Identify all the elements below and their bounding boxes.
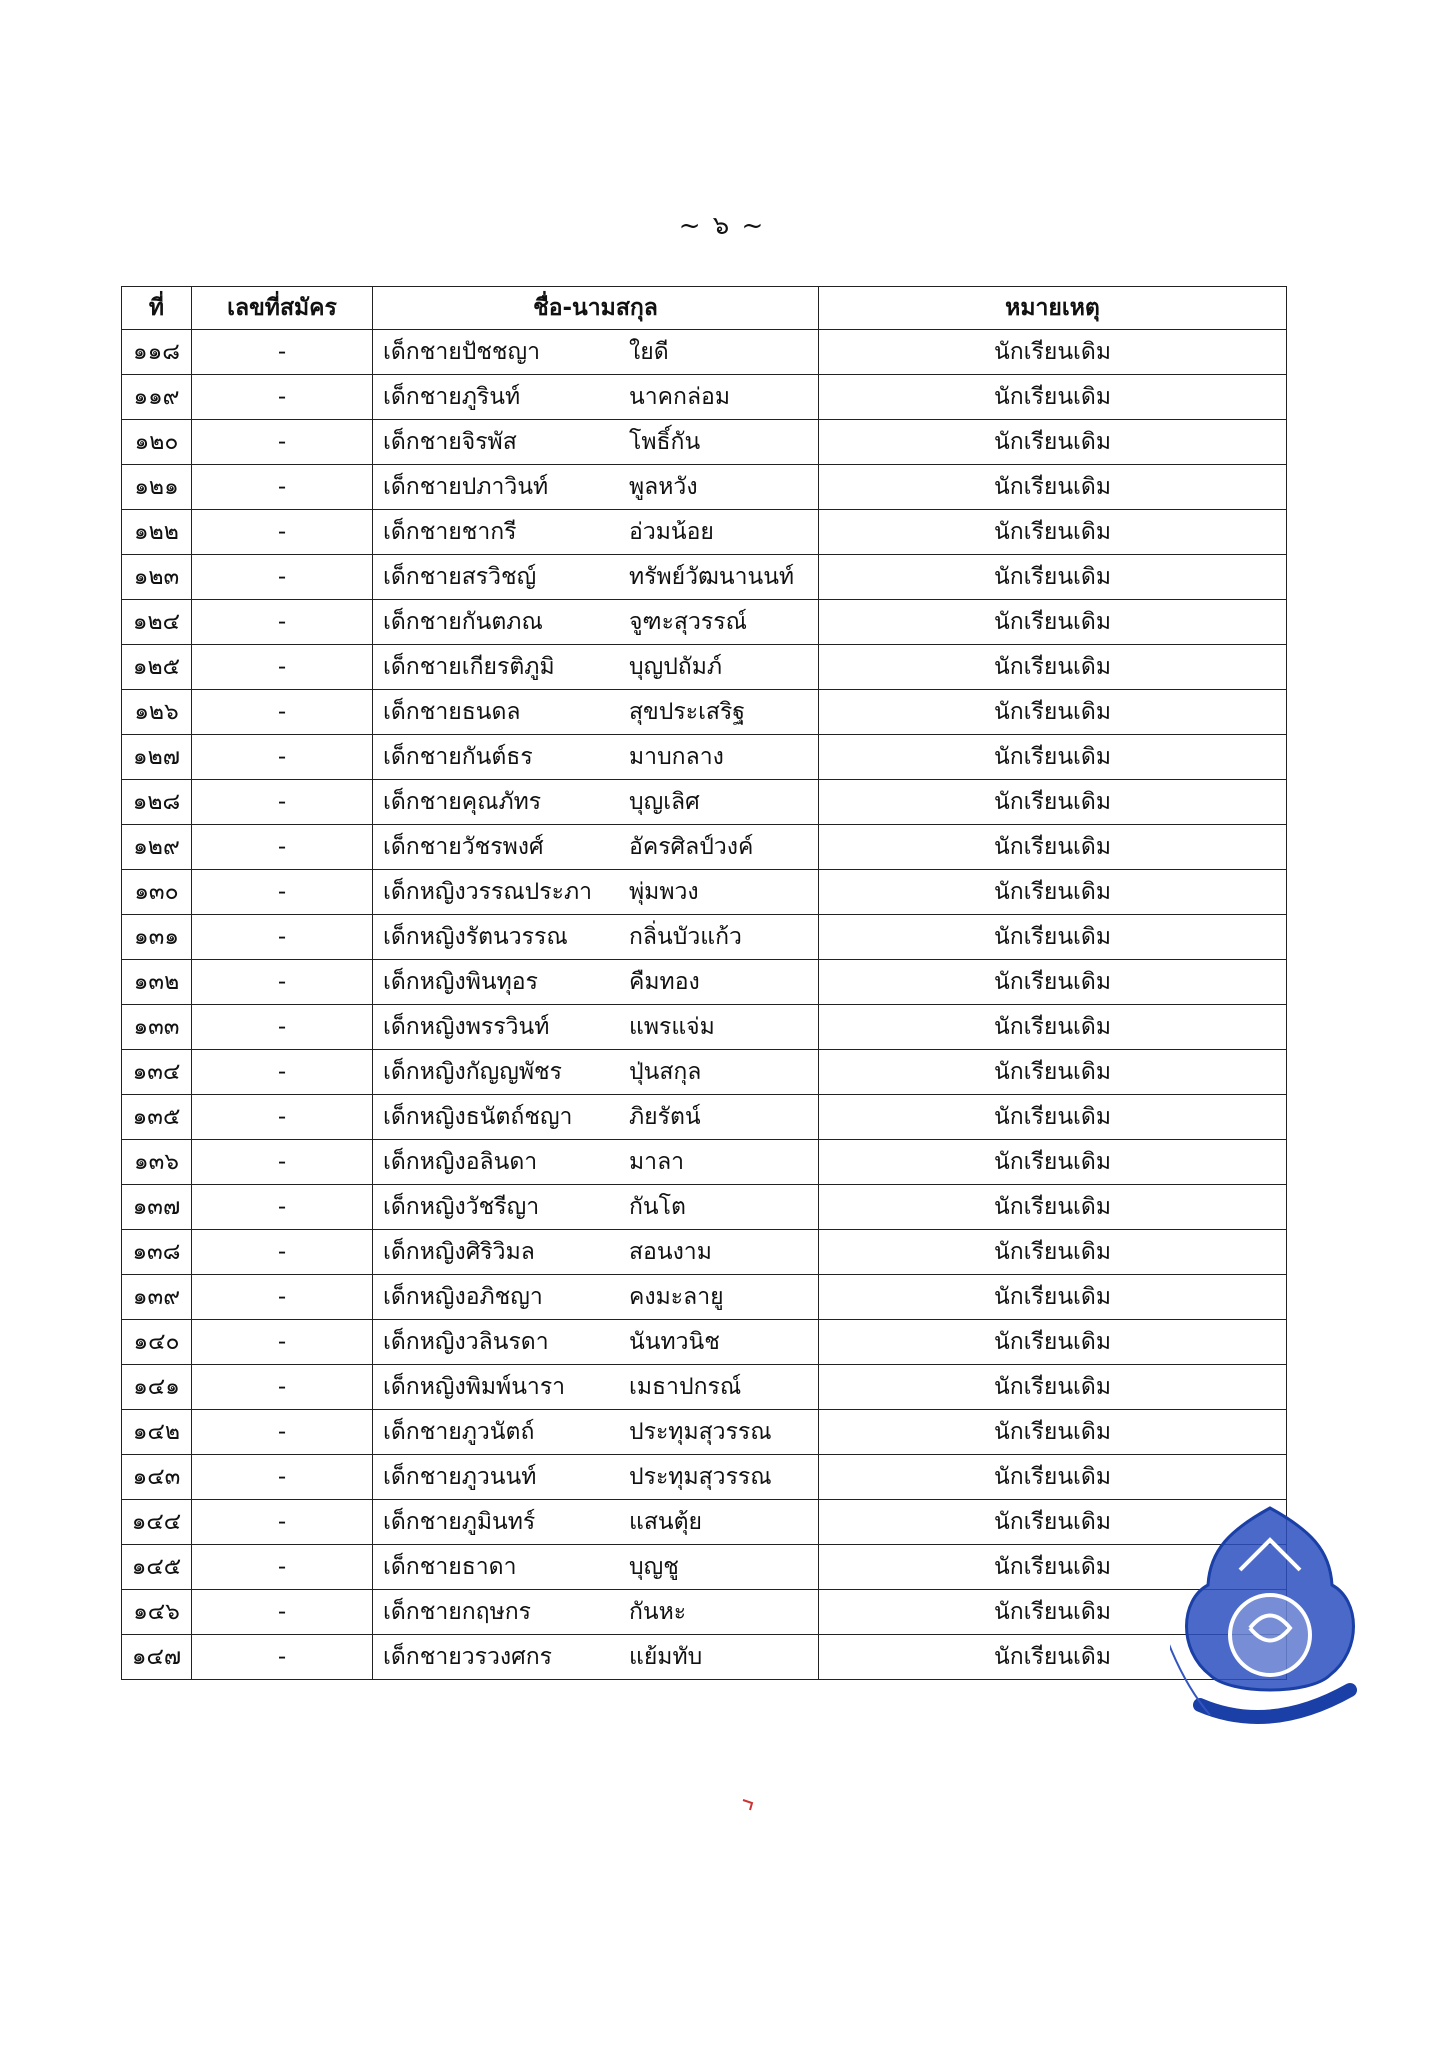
cell-no: ๑๑๘ bbox=[122, 330, 192, 375]
first-name: เด็กหญิงอลินดา bbox=[383, 1149, 538, 1175]
cell-remark: นักเรียนเดิม bbox=[819, 375, 1287, 420]
table-row bbox=[122, 1005, 1287, 1050]
cell-remark: นักเรียนเดิม bbox=[819, 555, 1287, 600]
first-name: เด็กชายธาดา bbox=[383, 1554, 517, 1580]
table-row bbox=[122, 780, 1287, 825]
cell-name bbox=[373, 420, 819, 465]
table-row bbox=[122, 870, 1287, 915]
cell-name bbox=[373, 600, 819, 645]
cell-name bbox=[373, 1410, 819, 1455]
cell-remark: นักเรียนเดิม bbox=[819, 1095, 1287, 1140]
table-row bbox=[122, 1545, 1287, 1590]
last-name: คืมทอง bbox=[629, 969, 700, 995]
first-name: เด็กชายกฤษกร bbox=[383, 1599, 532, 1625]
student-roster-table bbox=[121, 286, 1287, 1680]
table-row bbox=[122, 915, 1287, 960]
cell-no: ๑๔๗ bbox=[122, 1635, 192, 1680]
table-row bbox=[122, 1500, 1287, 1545]
cell-remark: นักเรียนเดิม bbox=[819, 420, 1287, 465]
last-name: สอนงาม bbox=[629, 1239, 712, 1265]
first-name: เด็กหญิงพินทุอร bbox=[383, 969, 538, 995]
cell-no: ๑๒๗ bbox=[122, 735, 192, 780]
cell-application-no: - bbox=[192, 420, 373, 465]
cell-application-no: - bbox=[192, 870, 373, 915]
cell-remark: นักเรียนเดิม bbox=[819, 870, 1287, 915]
first-name: เด็กชายกันตภณ bbox=[383, 609, 543, 635]
cell-remark: นักเรียนเดิม bbox=[819, 1320, 1287, 1365]
cell-application-no: - bbox=[192, 645, 373, 690]
cell-remark: นักเรียนเดิม bbox=[819, 1410, 1287, 1455]
last-name: ทรัพย์วัฒนานนท์ bbox=[629, 564, 795, 590]
table-row bbox=[122, 1230, 1287, 1275]
table-row bbox=[122, 1050, 1287, 1095]
cell-remark: นักเรียนเดิม bbox=[819, 330, 1287, 375]
cell-no: ๑๔๓ bbox=[122, 1455, 192, 1500]
last-name: ใยดี bbox=[629, 339, 669, 365]
table-row bbox=[122, 735, 1287, 780]
first-name: เด็กหญิงพิมพ์นารา bbox=[383, 1374, 566, 1400]
cell-application-no: - bbox=[192, 1050, 373, 1095]
cell-remark: นักเรียนเดิม bbox=[819, 1455, 1287, 1500]
table-header-row bbox=[122, 287, 1287, 330]
first-name: เด็กชายเกียรติภูมิ bbox=[383, 654, 555, 680]
header-no: ที่ bbox=[122, 287, 192, 330]
first-name: เด็กชายวรวงศกร bbox=[383, 1644, 553, 1670]
first-name: เด็กชายปัชชญา bbox=[383, 339, 541, 365]
cell-no: ๑๔๑ bbox=[122, 1365, 192, 1410]
table-row bbox=[122, 600, 1287, 645]
cell-application-no: - bbox=[192, 1455, 373, 1500]
last-name: บุญปถัมภ์ bbox=[629, 654, 723, 680]
cell-remark: นักเรียนเดิม bbox=[819, 1500, 1287, 1545]
cell-no: ๑๑๙ bbox=[122, 375, 192, 420]
cell-no: ๑๒๐ bbox=[122, 420, 192, 465]
last-name: ภิยรัตน์ bbox=[629, 1104, 701, 1130]
last-name: คงมะลายู bbox=[629, 1284, 724, 1310]
table-row bbox=[122, 555, 1287, 600]
cell-name bbox=[373, 555, 819, 600]
table-row bbox=[122, 1455, 1287, 1500]
last-name: บุญชู bbox=[629, 1554, 679, 1580]
cell-no: ๑๓๑ bbox=[122, 915, 192, 960]
last-name: แพรแจ่ม bbox=[629, 1014, 715, 1040]
table-row bbox=[122, 1140, 1287, 1185]
cell-name bbox=[373, 1140, 819, 1185]
cell-no: ๑๓๙ bbox=[122, 1275, 192, 1320]
cell-name bbox=[373, 1095, 819, 1140]
cell-name bbox=[373, 1635, 819, 1680]
cell-no: ๑๒๖ bbox=[122, 690, 192, 735]
table-row bbox=[122, 420, 1287, 465]
table-row bbox=[122, 690, 1287, 735]
cell-no: ๑๒๑ bbox=[122, 465, 192, 510]
first-name: เด็กชายชากรี bbox=[383, 519, 517, 545]
last-name: แย้มทับ bbox=[629, 1644, 703, 1670]
cell-name bbox=[373, 1320, 819, 1365]
last-name: เมธาปกรณ์ bbox=[629, 1374, 742, 1400]
cell-name bbox=[373, 375, 819, 420]
table-row bbox=[122, 1275, 1287, 1320]
first-name: เด็กชายวัชรพงศ์ bbox=[383, 834, 544, 860]
cell-name bbox=[373, 465, 819, 510]
cell-name bbox=[373, 690, 819, 735]
cell-name bbox=[373, 1230, 819, 1275]
cell-remark: นักเรียนเดิม bbox=[819, 600, 1287, 645]
table-row bbox=[122, 330, 1287, 375]
cell-application-no: - bbox=[192, 375, 373, 420]
last-name: มาบกลาง bbox=[629, 744, 724, 770]
school-seal-icon bbox=[1170, 1500, 1370, 1730]
last-name: อัครศิลป์วงค์ bbox=[629, 834, 754, 860]
last-name: แสนตุ้ย bbox=[629, 1509, 702, 1535]
cell-no: ๑๓๕ bbox=[122, 1095, 192, 1140]
cell-no: ๑๒๓ bbox=[122, 555, 192, 600]
cell-remark: นักเรียนเดิม bbox=[819, 1050, 1287, 1095]
last-name: ปุ่นสกุล bbox=[629, 1059, 702, 1085]
cell-no: ๑๓๘ bbox=[122, 1230, 192, 1275]
first-name: เด็กชายภูวนนท์ bbox=[383, 1464, 537, 1490]
cell-no: ๑๒๘ bbox=[122, 780, 192, 825]
first-name: เด็กชายจิรพัส bbox=[383, 429, 517, 455]
first-name: เด็กชายภูวนัตถ์ bbox=[383, 1419, 535, 1445]
cell-application-no: - bbox=[192, 510, 373, 555]
cell-name bbox=[373, 1365, 819, 1410]
first-name: เด็กหญิงศิริวิมล bbox=[383, 1239, 535, 1265]
cell-application-no: - bbox=[192, 825, 373, 870]
cell-application-no: - bbox=[192, 1005, 373, 1050]
cell-no: ๑๓๓ bbox=[122, 1005, 192, 1050]
last-name: นาคกล่อม bbox=[629, 384, 731, 410]
cell-no: ๑๔๒ bbox=[122, 1410, 192, 1455]
last-name: กลิ่นบัวแก้ว bbox=[629, 924, 742, 950]
last-name: ประทุมสุวรรณ bbox=[629, 1419, 772, 1445]
table-row bbox=[122, 1590, 1287, 1635]
cell-name bbox=[373, 1185, 819, 1230]
cell-name bbox=[373, 870, 819, 915]
cell-no: ๑๒๒ bbox=[122, 510, 192, 555]
first-name: เด็กหญิงวัชรีญา bbox=[383, 1194, 540, 1220]
cell-remark: นักเรียนเดิม bbox=[819, 690, 1287, 735]
header-application-no: เลขที่สมัคร bbox=[192, 287, 373, 330]
cell-application-no: - bbox=[192, 1230, 373, 1275]
last-name: พูลหวัง bbox=[629, 474, 698, 500]
cell-name bbox=[373, 1500, 819, 1545]
cell-remark: นักเรียนเดิม bbox=[819, 1365, 1287, 1410]
first-name: เด็กชายภูรินท์ bbox=[383, 384, 521, 410]
page-number: ~ ๖ ~ bbox=[678, 211, 766, 241]
cell-name bbox=[373, 1275, 819, 1320]
table-row bbox=[122, 1095, 1287, 1140]
cell-application-no: - bbox=[192, 1275, 373, 1320]
first-name: เด็กชายธนดล bbox=[383, 699, 521, 725]
cell-application-no: - bbox=[192, 1500, 373, 1545]
cell-application-no: - bbox=[192, 555, 373, 600]
cell-remark: นักเรียนเดิม bbox=[819, 1545, 1287, 1590]
cell-name bbox=[373, 780, 819, 825]
cell-remark: นักเรียนเดิม bbox=[819, 510, 1287, 555]
first-name: เด็กหญิงธนัตถ์ชญา bbox=[383, 1104, 573, 1130]
cell-application-no: - bbox=[192, 1140, 373, 1185]
table-row bbox=[122, 510, 1287, 555]
cell-no: ๑๔๕ bbox=[122, 1545, 192, 1590]
header-name: ชื่อ-นามสกุล bbox=[373, 287, 819, 330]
cell-application-no: - bbox=[192, 1320, 373, 1365]
cell-name bbox=[373, 735, 819, 780]
pen-mark-icon bbox=[740, 1794, 760, 1814]
cell-name bbox=[373, 1590, 819, 1635]
cell-remark: นักเรียนเดิม bbox=[819, 645, 1287, 690]
last-name: อ่วมน้อย bbox=[629, 519, 714, 545]
first-name: เด็กหญิงพรรวินท์ bbox=[383, 1014, 550, 1040]
table-row bbox=[122, 825, 1287, 870]
table-row bbox=[122, 375, 1287, 420]
first-name: เด็กชายสรวิชญ์ bbox=[383, 564, 537, 590]
cell-name bbox=[373, 330, 819, 375]
cell-application-no: - bbox=[192, 1545, 373, 1590]
cell-remark: นักเรียนเดิม bbox=[819, 1275, 1287, 1320]
cell-application-no: - bbox=[192, 960, 373, 1005]
cell-no: ๑๒๔ bbox=[122, 600, 192, 645]
cell-name bbox=[373, 825, 819, 870]
cell-application-no: - bbox=[192, 735, 373, 780]
last-name: ประทุมสุวรรณ bbox=[629, 1464, 772, 1490]
cell-application-no: - bbox=[192, 330, 373, 375]
cell-remark: นักเรียนเดิม bbox=[819, 1005, 1287, 1050]
last-name: มาลา bbox=[629, 1149, 685, 1175]
cell-application-no: - bbox=[192, 1410, 373, 1455]
cell-remark: นักเรียนเดิม bbox=[819, 465, 1287, 510]
first-name: เด็กหญิงวลินรดา bbox=[383, 1329, 549, 1355]
cell-application-no: - bbox=[192, 1185, 373, 1230]
header-remark: หมายเหตุ bbox=[819, 287, 1287, 330]
cell-no: ๑๓๗ bbox=[122, 1185, 192, 1230]
cell-name bbox=[373, 960, 819, 1005]
cell-application-no: - bbox=[192, 600, 373, 645]
cell-remark: นักเรียนเดิม bbox=[819, 825, 1287, 870]
cell-no: ๑๓๖ bbox=[122, 1140, 192, 1185]
cell-no: ๑๓๔ bbox=[122, 1050, 192, 1095]
cell-name bbox=[373, 510, 819, 555]
last-name: โพธิ์กัน bbox=[629, 429, 701, 455]
table-row bbox=[122, 960, 1287, 1005]
cell-name bbox=[373, 1005, 819, 1050]
cell-application-no: - bbox=[192, 1365, 373, 1410]
cell-remark: นักเรียนเดิม bbox=[819, 735, 1287, 780]
table-row bbox=[122, 1410, 1287, 1455]
cell-application-no: - bbox=[192, 780, 373, 825]
cell-remark: นักเรียนเดิม bbox=[819, 1140, 1287, 1185]
cell-no: ๑๓๒ bbox=[122, 960, 192, 1005]
first-name: เด็กชายภูมินทร์ bbox=[383, 1509, 536, 1535]
cell-application-no: - bbox=[192, 915, 373, 960]
cell-application-no: - bbox=[192, 1095, 373, 1140]
cell-name bbox=[373, 645, 819, 690]
table-row bbox=[122, 465, 1287, 510]
table-row bbox=[122, 645, 1287, 690]
cell-name bbox=[373, 1545, 819, 1590]
last-name: กันโต bbox=[629, 1194, 686, 1220]
table-row bbox=[122, 1320, 1287, 1365]
cell-remark: นักเรียนเดิม bbox=[819, 1590, 1287, 1635]
cell-application-no: - bbox=[192, 1590, 373, 1635]
table-row bbox=[122, 1365, 1287, 1410]
last-name: นันทวนิช bbox=[629, 1329, 720, 1355]
table-body bbox=[122, 330, 1287, 1680]
cell-remark: นักเรียนเดิม bbox=[819, 1635, 1287, 1680]
last-name: บุญเลิศ bbox=[629, 789, 700, 815]
cell-name bbox=[373, 1455, 819, 1500]
cell-remark: นักเรียนเดิม bbox=[819, 960, 1287, 1005]
cell-remark: นักเรียนเดิม bbox=[819, 915, 1287, 960]
first-name: เด็กหญิงวรรณประภา bbox=[383, 879, 593, 905]
cell-no: ๑๔๐ bbox=[122, 1320, 192, 1365]
last-name: กันหะ bbox=[629, 1599, 687, 1625]
first-name: เด็กชายกันต์ธร bbox=[383, 744, 533, 770]
last-name: พุ่มพวง bbox=[629, 879, 699, 905]
cell-application-no: - bbox=[192, 690, 373, 735]
cell-name bbox=[373, 1050, 819, 1095]
table-row bbox=[122, 1635, 1287, 1680]
first-name: เด็กหญิงกัญญพัชร bbox=[383, 1059, 562, 1085]
cell-application-no: - bbox=[192, 1635, 373, 1680]
cell-no: ๑๔๔ bbox=[122, 1500, 192, 1545]
first-name: เด็กหญิงรัตนวรรณ bbox=[383, 924, 568, 950]
last-name: จูฑะสุวรรณ์ bbox=[629, 609, 747, 635]
first-name: เด็กชายปภาวินท์ bbox=[383, 474, 549, 500]
table-row bbox=[122, 1185, 1287, 1230]
cell-no: ๑๒๕ bbox=[122, 645, 192, 690]
cell-remark: นักเรียนเดิม bbox=[819, 1185, 1287, 1230]
first-name: เด็กหญิงอภิชญา bbox=[383, 1284, 543, 1310]
cell-application-no: - bbox=[192, 465, 373, 510]
cell-no: ๑๓๐ bbox=[122, 870, 192, 915]
cell-name bbox=[373, 915, 819, 960]
cell-remark: นักเรียนเดิม bbox=[819, 780, 1287, 825]
last-name: สุขประเสริฐ bbox=[629, 699, 746, 725]
cell-remark: นักเรียนเดิม bbox=[819, 1230, 1287, 1275]
cell-no: ๑๒๙ bbox=[122, 825, 192, 870]
cell-no: ๑๔๖ bbox=[122, 1590, 192, 1635]
first-name: เด็กชายคุณภัทร bbox=[383, 789, 542, 815]
